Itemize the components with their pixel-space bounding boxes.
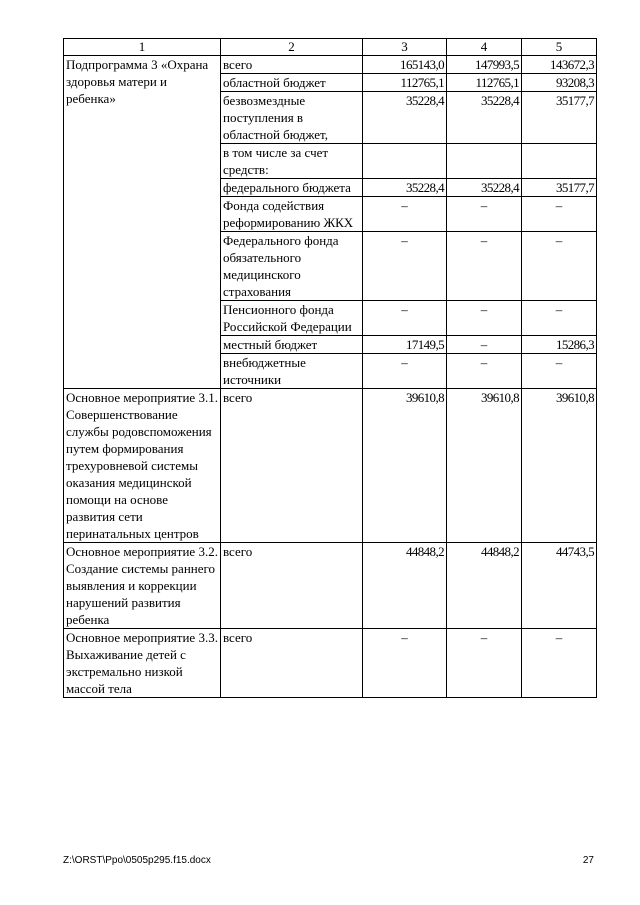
amount-cell: –: [447, 336, 522, 354]
column-header: 4: [447, 39, 522, 56]
amount-cell: –: [363, 629, 447, 698]
table-row: [64, 56, 597, 74]
column-header: 5: [522, 39, 597, 56]
amount-cell: –: [363, 301, 447, 336]
amount-cell: 15286,3: [522, 336, 597, 354]
amount-cell: 39610,8: [363, 389, 447, 543]
program-label: Основное мероприятие 3.2. Создание системы раннего выявления и коррекции нарушений развития ребенка: [64, 543, 221, 629]
column-header: 3: [363, 39, 447, 56]
amount-cell: –: [522, 354, 597, 389]
amount-cell: [522, 144, 597, 179]
budget-table: [63, 38, 597, 698]
column-header: 1: [64, 39, 221, 56]
table-row: [64, 389, 597, 543]
amount-cell: –: [447, 197, 522, 232]
amount-cell: 35228,4: [363, 179, 447, 197]
funding-source: в том числе за счет средств:: [221, 144, 363, 179]
amount-cell: 39610,8: [447, 389, 522, 543]
program-label: Основное мероприятие 3.3. Выхаживание детей с экстремально низкой массой тела: [64, 629, 221, 698]
amount-cell: 44743,5: [522, 543, 597, 629]
amount-cell: –: [447, 629, 522, 698]
page-number: 27: [582, 855, 594, 866]
amount-cell: –: [522, 301, 597, 336]
funding-source: Фонда содействия реформированию ЖКХ: [221, 197, 363, 232]
amount-cell: 17149,5: [363, 336, 447, 354]
table-row: [64, 629, 597, 698]
funding-source: всего: [221, 629, 363, 698]
amount-cell: 44848,2: [363, 543, 447, 629]
funding-source: безвозмездные поступления в областной бюджет,: [221, 92, 363, 144]
amount-cell: –: [522, 197, 597, 232]
column-header: 2: [221, 39, 363, 56]
amount-cell: –: [363, 232, 447, 301]
amount-cell: 93208,3: [522, 74, 597, 92]
amount-cell: –: [447, 301, 522, 336]
funding-source: местный бюджет: [221, 336, 363, 354]
amount-cell: 112765,1: [363, 74, 447, 92]
amount-cell: 112765,1: [447, 74, 522, 92]
amount-cell: 35228,4: [363, 92, 447, 144]
file-path: Z:\ORST\Ppo\0505p295.f15.docx: [63, 855, 211, 866]
amount-cell: 35228,4: [447, 179, 522, 197]
amount-cell: –: [447, 354, 522, 389]
table-row: [64, 543, 597, 629]
amount-cell: 35177,7: [522, 92, 597, 144]
funding-source: внебюджетные источники: [221, 354, 363, 389]
amount-cell: 147993,5: [447, 56, 522, 74]
amount-cell: 35228,4: [447, 92, 522, 144]
header-row: [64, 39, 597, 56]
funding-source: областной бюджет: [221, 74, 363, 92]
funding-source: Пенсионного фонда Российской Федерации: [221, 301, 363, 336]
amount-cell: 165143,0: [363, 56, 447, 74]
funding-source: федерального бюджета: [221, 179, 363, 197]
funding-source: всего: [221, 56, 363, 74]
funding-source: Федерального фонда обязательного медицинского страхования: [221, 232, 363, 301]
funding-source: всего: [221, 543, 363, 629]
amount-cell: –: [363, 354, 447, 389]
amount-cell: [447, 144, 522, 179]
amount-cell: [363, 144, 447, 179]
amount-cell: –: [522, 232, 597, 301]
amount-cell: –: [447, 232, 522, 301]
program-label: Основное мероприятие 3.1. Совершенствование службы родовспоможения путем формирования трехуровневой системы оказания медицинской помощи на основе развития сети перинатальных центров: [64, 389, 221, 543]
amount-cell: 143672,3: [522, 56, 597, 74]
amount-cell: –: [363, 197, 447, 232]
amount-cell: –: [522, 629, 597, 698]
amount-cell: 44848,2: [447, 543, 522, 629]
amount-cell: 39610,8: [522, 389, 597, 543]
program-label: Подпрограмма 3 «Охрана здоровья матери и ребенка»: [64, 56, 221, 389]
funding-source: всего: [221, 389, 363, 543]
amount-cell: 35177,7: [522, 179, 597, 197]
